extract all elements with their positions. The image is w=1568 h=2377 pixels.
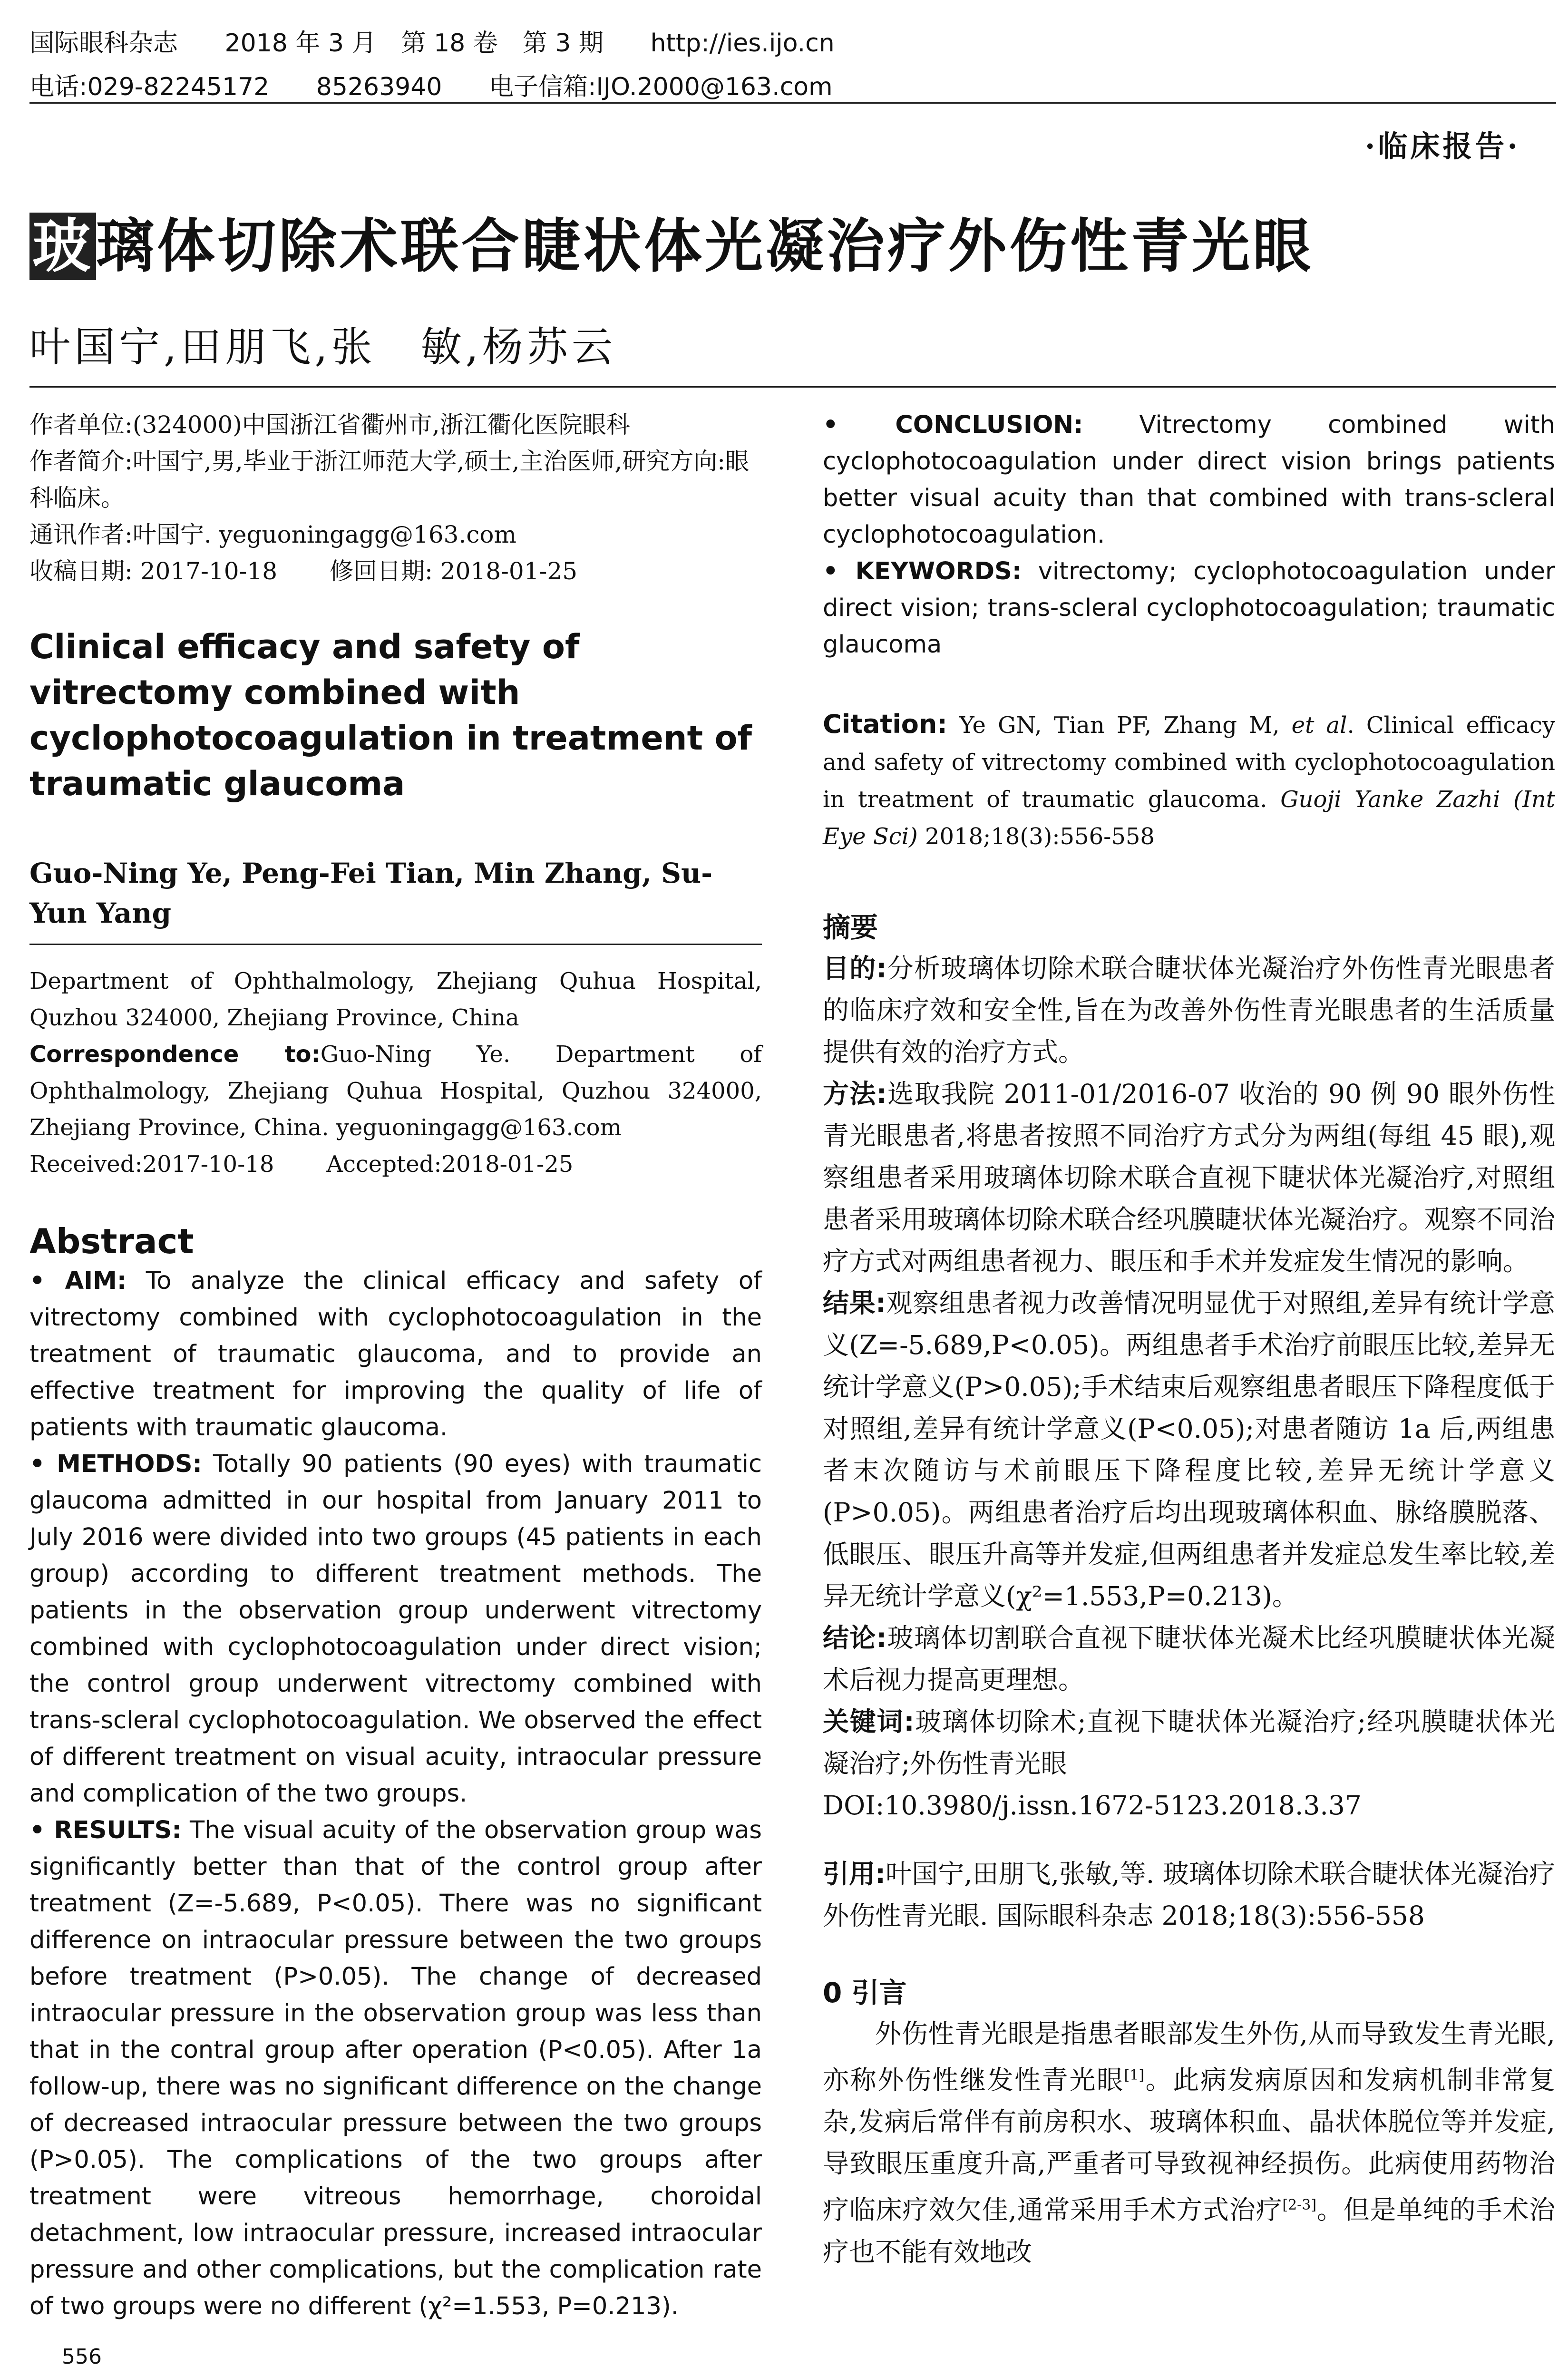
conclusion-label: • CONCLUSION: — [823, 411, 1083, 439]
received-date: 收稿日期: 2017-10-18 — [29, 557, 278, 585]
zh-results-text: 观察组患者视力改善情况明显优于对照组,差异有统计学意义(Z=-5.689,P<0.05)。两组患者手术治疗前眼压比较,差异无统计学意义(P>0.05);手术结束后观察组患者眼压下降程度低于对照组,差异有统计学意义(P<0.05);对患者随访 1a 后,两组患者末次随访与术前眼压下降程度比较,差异无统计学意义(P>0.05)。两组患者治疗后均出现玻璃体积血、脉络膜脱落、低眼压、眼压升高等并发症,但两组患者并发症总发生率比较,差异无统计学意义(χ²=1.553,P=0.213)。 — [823, 1288, 1556, 1611]
zh-methods — [823, 1073, 1555, 1282]
zh-results-label: 结果: — [823, 1288, 886, 1318]
zh-citation-text: 叶国宁,田朋飞,张敏,等. 玻璃体切除术联合睫状体光凝治疗外伤性青光眼. 国际眼科杂志 2018;18(3):556-558 — [823, 1859, 1556, 1931]
intro-text-b: 。此病发病原因和发病机制非常复杂,发病后常伴有前房积水、玻璃体积血、晶状体脱位等并发症,导致眼压重度升高,严重者可导致视神经损伤。此病使用药物治疗临床疗效欠佳,通常采用手术方式治疗 — [823, 2065, 1555, 2225]
abstract-keywords — [823, 553, 1555, 663]
author-unit: 作者单位:(324000)中国浙江省衢州市,浙江衢化医院眼科 — [29, 411, 630, 438]
abstract-continued — [823, 407, 1555, 663]
doi: DOI:10.3980/j.issn.1672-5123.2018.3.37 — [823, 1790, 1362, 1821]
header-divider — [29, 102, 1556, 104]
aim-label: • AIM: — [29, 1267, 127, 1295]
page-number: 556 — [62, 2345, 102, 2369]
zh-abstract-heading: 摘要 — [823, 911, 878, 944]
ref-2-3[interactable]: [2-3] — [1282, 2197, 1317, 2214]
results-label: • RESULTS: — [29, 1816, 182, 1844]
abstract-conclusion — [823, 407, 1555, 553]
right-column — [823, 407, 1555, 2273]
article-title-cn — [29, 200, 1314, 283]
abstract-body — [29, 1263, 762, 2325]
abstract-aim — [29, 1263, 762, 1446]
methods-text: Totally 90 patients (90 eyes) with traumatic glaucoma admitted in our hospital from January 2011 to July 2016 were divided into two groups (45 patients in each group) according to different treatment methods. The patients in the observation group underwent vitrectomy combined with cyclophotocoagulation under direct vision; the control group underwent vitrectomy combined with trans-scleral cyclophotocoagulation. We observed the effect of different treatment on visual acuity, intraocular pressure and complication of the two groups. — [29, 1450, 762, 1808]
journal-phone2: 85263940 — [316, 73, 442, 101]
citation-title: . Clinical efficacy and safety of vitrectomy combined with cyclophotocoagulation in treatment of traumatic glaucoma. — [823, 712, 1555, 813]
intro-body — [823, 2013, 1555, 2273]
abstract-results — [29, 1812, 762, 2325]
correspondence — [29, 1036, 762, 1146]
en-dates — [29, 1146, 762, 1183]
intro-heading: 0 引言 — [823, 1977, 907, 2009]
author-corr: 通讯作者:叶国宁. yeguoningagg@163.com — [29, 521, 516, 548]
results-text: The visual acuity of the observation group was significantly better than that of the control group after treatment (Z=-5.689, P<0.05). There was no significant difference on intraocular pressure between the two groups before treatment (P>0.05). The change of decreased intraocular pressure in the observation group was less than that in the contral group after operation (P<0.05). After 1a follow-up, there was no significant difference on the change of decreased intraocular pressure between the two groups (P>0.05). The complications of the two groups after treatment were vitreous hemorrhage, choroidal detachment, low intraocular pressure, increased intraocular pressure and other complications, but the complication rate of two groups were no different (χ²=1.553, P=0.213). — [29, 1816, 762, 2320]
zh-aim-label: 目的: — [823, 953, 887, 984]
journal-name: 国际眼科杂志 — [29, 29, 178, 58]
zh-methods-label: 方法: — [823, 1079, 887, 1109]
department: Department of Ophthalmology, Zhejiang Quhua Hospital, Quzhou 324000, Zhejiang Province, China — [29, 968, 762, 1031]
zh-aim — [823, 947, 1555, 1073]
zh-methods-text: 选取我院 2011-01/2016-07 收治的 90 例 90 眼外伤性青光眼患者,将患者按照不同治疗方式分为两组(每组 45 眼),观察组患者采用玻璃体切除术联合直视下睫状体光凝治疗,对照组患者采用玻璃体切除术联合经巩膜睫状体光凝治疗。观察不同治疗方式对两组患者视力、眼压和手术并发症发生情况的影响。 — [823, 1079, 1556, 1276]
zh-conclusion — [823, 1617, 1555, 1701]
authors-cn: 叶国宁,田朋飞,张 敏,杨苏云 — [29, 323, 617, 371]
title-divider — [29, 386, 1556, 388]
citation-journal: Guoji Yanke Zazhi (Int Eye Sci) — [823, 786, 1556, 850]
intro-text-a: 外伤性青光眼是指患者眼部发生外伤,从而导致发生青光眼,亦称外伤性继发性青光眼 — [823, 2018, 1555, 2095]
ref-1[interactable]: [1] — [1124, 2067, 1145, 2084]
en-received: Received:2017-10-18 — [29, 1151, 274, 1178]
zh-abstract-body — [823, 947, 1555, 1826]
aim-text: To analyze the clinical efficacy and safety of vitrectomy combined with cyclophotocoagulation in the treatment of traumatic glaucoma, and to provide an effective treatment for improving the quality of life of patients with traumatic glaucoma. — [29, 1267, 762, 1442]
zh-citation — [823, 1853, 1555, 1937]
author-dates — [29, 553, 762, 590]
zh-results — [823, 1282, 1555, 1617]
en-accepted: Accepted:2018-01-25 — [326, 1151, 574, 1178]
left-column — [29, 407, 762, 2325]
authors-en: Guo-Ning Ye, Peng-Fei Tian, Min Zhang, Su-Yun Yang — [29, 857, 713, 929]
zh-conclusion-text: 玻璃体切割联合直视下睫状体光凝术比经巩膜睫状体光凝术后视力提高更理想。 — [823, 1623, 1555, 1695]
journal-header-line1 — [29, 23, 835, 58]
journal-issue: 2018 年 3 月 第 18 卷 第 3 期 — [224, 29, 604, 58]
zh-keywords — [823, 1701, 1555, 1784]
zh-aim-text: 分析玻璃体切除术联合睫状体光凝治疗外伤性青光眼患者的临床疗效和安全性,旨在为改善外伤性青光眼患者的生活质量提供有效的治疗方式。 — [823, 953, 1555, 1067]
journal-phone: 电话:029-82245172 — [29, 73, 270, 101]
correspondence-label: Correspondence to: — [29, 1041, 321, 1068]
journal-header-line2 — [29, 67, 833, 102]
zh-citation-label: 引用: — [823, 1859, 886, 1889]
revised-date: 修回日期: 2018-01-25 — [330, 557, 578, 585]
zh-conclusion-label: 结论: — [823, 1623, 887, 1653]
article-title-en: Clinical efficacy and safety of vitrectomy combined with cyclophotocoagulation in treatment of traumatic glaucoma — [29, 627, 752, 803]
title-first-char: 玻 — [29, 213, 96, 280]
citation-label: Citation: — [823, 709, 947, 739]
abstract-methods — [29, 1446, 762, 1812]
title-rest: 璃体切除术联合睫状体光凝治疗外伤性青光眼 — [96, 213, 1314, 280]
citation-authors: Ye GN, Tian PF, Zhang M, — [947, 712, 1292, 739]
keywords-label: • KEYWORDS: — [823, 557, 1022, 585]
citation-volume: 2018;18(3):556-558 — [917, 823, 1155, 850]
keywords-text: vitrectomy; cyclophotocoagulation under direct vision; trans-scleral cyclophotocoagulation; traumatic glaucoma — [823, 557, 1555, 659]
zh-keywords-text: 玻璃体切除术;直视下睫状体光凝治疗;经巩膜睫状体光凝治疗;外伤性青光眼 — [823, 1706, 1555, 1779]
affiliation-block — [29, 963, 762, 1183]
journal-url[interactable]: http://ies.ijo.cn — [650, 29, 835, 58]
intro-text-c: 。但是单纯的手术治疗也不能有效地改 — [823, 2194, 1555, 2267]
zh-keywords-label: 关键词: — [823, 1706, 915, 1737]
abstract-heading: Abstract — [29, 1221, 194, 1261]
section-tag: ·临床报告· — [1364, 129, 1520, 164]
correspondence-text: Guo-Ning Ye. Department of Ophthalmology, Zhejiang Quhua Hospital, Quzhou 324000, Zhejiang Province, China. yeguoningagg@163.com — [29, 1041, 762, 1141]
methods-label: • METHODS: — [29, 1450, 202, 1478]
citation-en — [823, 706, 1555, 855]
author-bio: 作者简介:叶国宁,男,毕业于浙江师范大学,硕士,主治医师,研究方向:眼科临床。 — [29, 448, 750, 512]
author-info — [29, 407, 762, 590]
conclusion-text: Vitrectomy combined with cyclophotocoagulation under direct vision brings patients better visual acuity than that combined with trans-scleral cyclophotocoagulation. — [823, 411, 1555, 549]
citation-etal: et al — [1291, 712, 1347, 739]
journal-email[interactable]: 电子信箱:IJO.2000@163.com — [488, 73, 833, 101]
